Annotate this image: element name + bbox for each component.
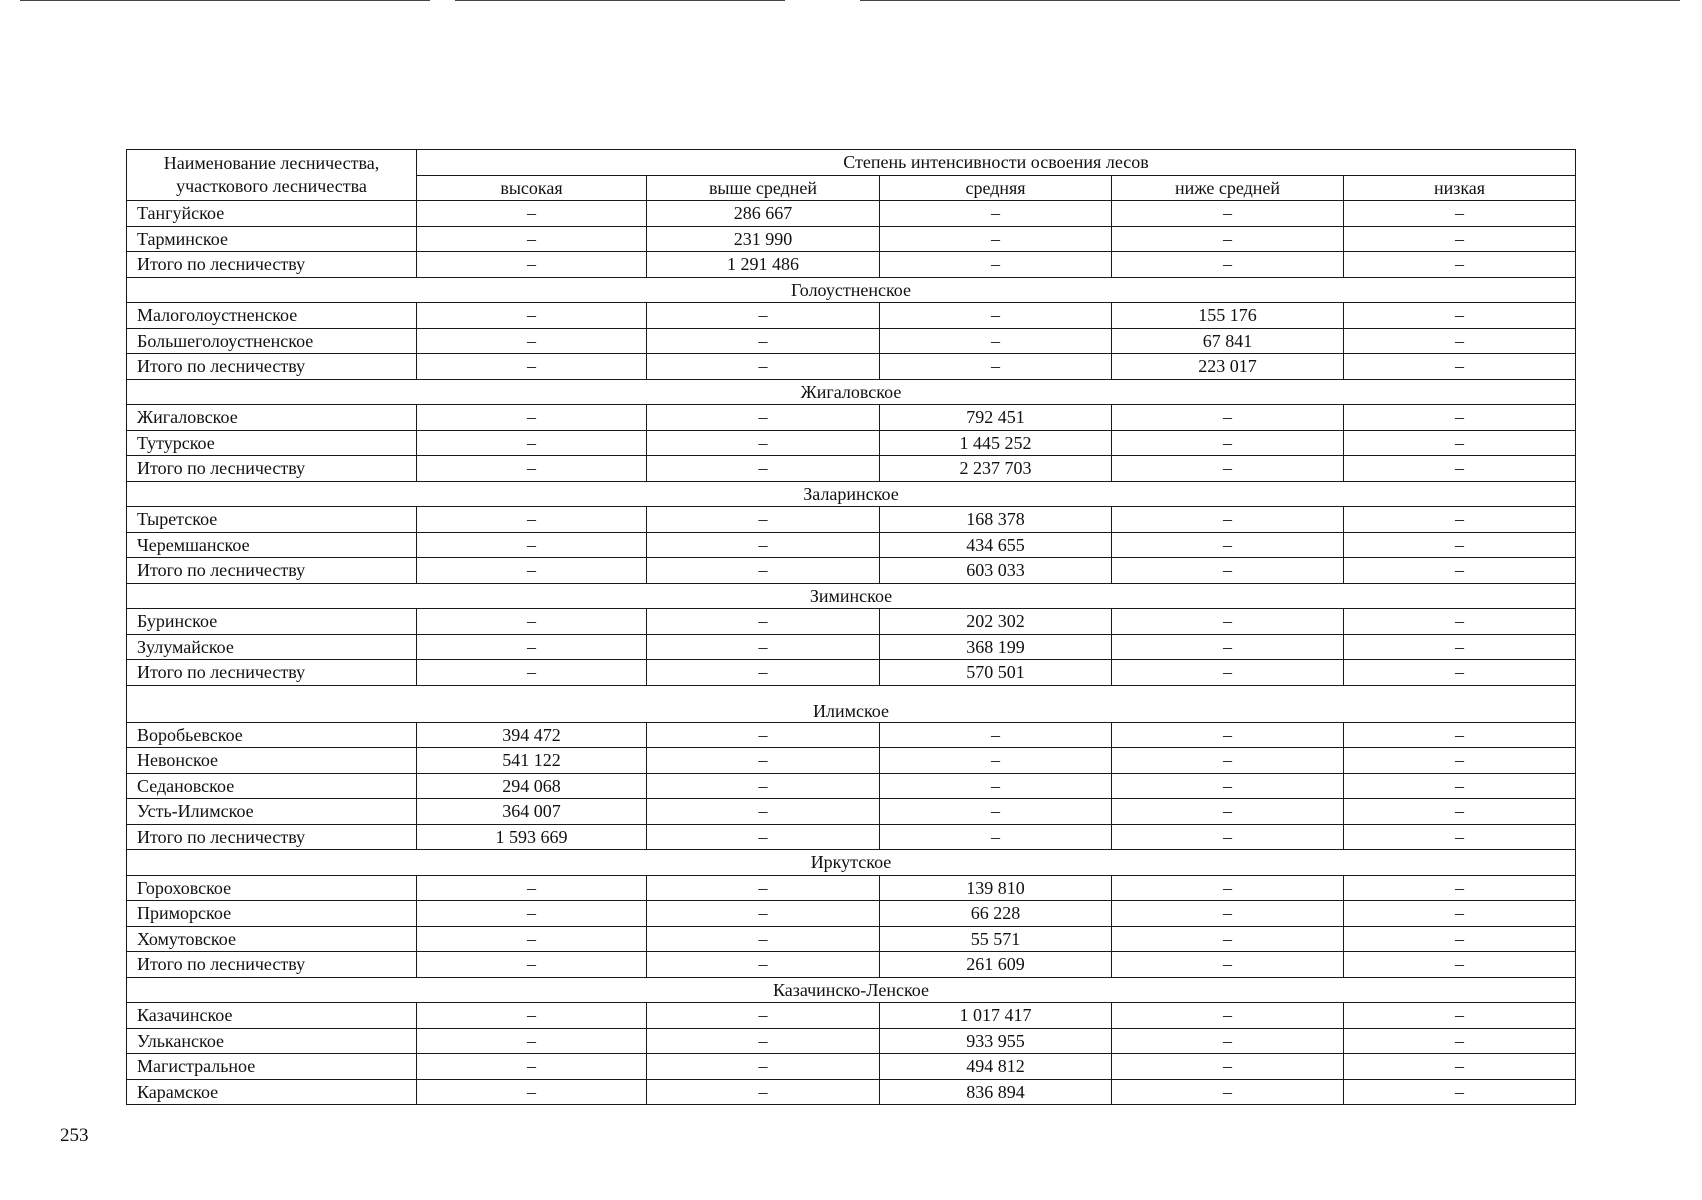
row-value: – (1344, 773, 1576, 799)
row-name: Итого по лесничеству (127, 456, 417, 482)
row-name: Ульканское (127, 1028, 417, 1054)
row-name: Приморское (127, 901, 417, 927)
row-name: Итого по лесничеству (127, 824, 417, 850)
row-value: – (647, 1054, 880, 1080)
row-name: Невонское (127, 748, 417, 774)
row-value: 792 451 (880, 405, 1112, 431)
row-value: – (417, 660, 647, 686)
row-value: – (417, 226, 647, 252)
row-value: 202 302 (880, 609, 1112, 635)
row-name: Воробьевское (127, 722, 417, 748)
section-row (127, 977, 1576, 1003)
row-value: – (1112, 507, 1344, 533)
table-row (127, 609, 1576, 635)
row-value: 294 068 (417, 773, 647, 799)
row-value: – (417, 634, 647, 660)
row-name: Итого по лесничеству (127, 354, 417, 380)
row-value: – (880, 722, 1112, 748)
row-value: – (417, 252, 647, 278)
row-value: – (1344, 634, 1576, 660)
row-value: 368 199 (880, 634, 1112, 660)
row-value: 1 593 669 (417, 824, 647, 850)
row-value: – (647, 609, 880, 635)
row-value: – (1112, 252, 1344, 278)
row-name: Итого по лесничеству (127, 252, 417, 278)
row-value: – (880, 328, 1112, 354)
row-value: – (1112, 226, 1344, 252)
header-column-above-average: выше средней (647, 175, 880, 201)
section-row (127, 583, 1576, 609)
section-row (127, 685, 1576, 722)
row-value: – (1344, 354, 1576, 380)
row-name: Жигаловское (127, 405, 417, 431)
row-value: 55 571 (880, 926, 1112, 952)
row-value: – (647, 824, 880, 850)
row-value: – (417, 354, 647, 380)
row-value: 155 176 (1112, 303, 1344, 329)
row-value: – (1344, 328, 1576, 354)
row-value: – (1344, 558, 1576, 584)
row-value: 168 378 (880, 507, 1112, 533)
row-value: – (647, 1079, 880, 1105)
row-name: Итого по лесничеству (127, 952, 417, 978)
row-value: – (417, 1003, 647, 1029)
row-value: – (1344, 303, 1576, 329)
row-value: 434 655 (880, 532, 1112, 558)
row-value: – (1112, 722, 1344, 748)
table-row (127, 405, 1576, 431)
row-value: – (647, 799, 880, 825)
row-value: – (647, 952, 880, 978)
row-value: – (1344, 1028, 1576, 1054)
row-value: – (647, 875, 880, 901)
table-row (127, 901, 1576, 927)
table-row (127, 1079, 1576, 1105)
table-row (127, 328, 1576, 354)
row-value: – (880, 748, 1112, 774)
table-row (127, 773, 1576, 799)
table-row (127, 722, 1576, 748)
row-value: – (1344, 1079, 1576, 1105)
row-value: 1 445 252 (880, 430, 1112, 456)
page-number: 253 (60, 1125, 89, 1146)
row-value: 603 033 (880, 558, 1112, 584)
row-name: Тарминское (127, 226, 417, 252)
row-name: Итого по лесничеству (127, 558, 417, 584)
row-value: 261 609 (880, 952, 1112, 978)
header-column-average: средняя (880, 175, 1112, 201)
row-name: Седановское (127, 773, 417, 799)
table-row (127, 532, 1576, 558)
row-value: – (1344, 405, 1576, 431)
row-value: – (417, 430, 647, 456)
row-value: – (1112, 430, 1344, 456)
row-value: – (647, 722, 880, 748)
row-value: 541 122 (417, 748, 647, 774)
table-row (127, 875, 1576, 901)
row-value: – (880, 226, 1112, 252)
table-row (127, 430, 1576, 456)
row-value: – (1112, 1079, 1344, 1105)
section-title: Казачинско-Ленское (127, 977, 1576, 1003)
table-row (127, 558, 1576, 584)
section-title: Жигаловское (127, 379, 1576, 405)
row-value: 231 990 (647, 226, 880, 252)
row-value: – (417, 1028, 647, 1054)
row-value: – (417, 1054, 647, 1080)
scan-edge-line (20, 0, 430, 1)
scan-edge-line (860, 0, 1680, 1)
row-value: – (1112, 405, 1344, 431)
row-value: – (1112, 634, 1344, 660)
row-value: 223 017 (1112, 354, 1344, 380)
row-value: – (1112, 1003, 1344, 1029)
section-row (127, 277, 1576, 303)
row-value: 67 841 (1112, 328, 1344, 354)
table-row (127, 1003, 1576, 1029)
section-title: Илимское (127, 685, 1576, 722)
row-name: Буринское (127, 609, 417, 635)
table-row (127, 456, 1576, 482)
row-name: Большеголоустненское (127, 328, 417, 354)
table-row (127, 226, 1576, 252)
row-value: – (417, 328, 647, 354)
row-name: Усть-Илимское (127, 799, 417, 825)
table-row (127, 824, 1576, 850)
row-name: Магистральное (127, 1054, 417, 1080)
row-value: – (647, 405, 880, 431)
header-column-below-average: ниже средней (1112, 175, 1344, 201)
row-value: – (1344, 926, 1576, 952)
row-value: – (1112, 660, 1344, 686)
row-value: – (1344, 456, 1576, 482)
row-name: Казачинское (127, 1003, 417, 1029)
row-value: – (1112, 748, 1344, 774)
row-name: Тутурское (127, 430, 417, 456)
table-row (127, 303, 1576, 329)
table-row (127, 926, 1576, 952)
header-group-label: Степень интенсивности освоения лесов (417, 150, 1576, 176)
row-value: – (1344, 226, 1576, 252)
row-value: 2 237 703 (880, 456, 1112, 482)
table-row (127, 1028, 1576, 1054)
section-title: Зиминское (127, 583, 1576, 609)
row-value: – (880, 799, 1112, 825)
table-body (127, 201, 1576, 1105)
section-row (127, 850, 1576, 876)
row-value: – (1344, 609, 1576, 635)
header-column-low: низкая (1344, 175, 1576, 201)
row-value: – (417, 456, 647, 482)
row-value: 1 291 486 (647, 252, 880, 278)
row-value: – (417, 405, 647, 431)
row-name: Гороховское (127, 875, 417, 901)
row-value: – (417, 532, 647, 558)
row-value: – (417, 609, 647, 635)
row-value: – (647, 303, 880, 329)
table-row (127, 1054, 1576, 1080)
row-value: – (880, 303, 1112, 329)
row-value: 1 017 417 (880, 1003, 1112, 1029)
row-value: – (1112, 558, 1344, 584)
row-value: – (1344, 252, 1576, 278)
row-value: – (417, 558, 647, 584)
row-value: 394 472 (417, 722, 647, 748)
row-value: – (647, 1003, 880, 1029)
section-row (127, 379, 1576, 405)
row-value: – (1112, 1054, 1344, 1080)
row-value: – (880, 201, 1112, 227)
row-value: – (1344, 952, 1576, 978)
header-column-high: высокая (417, 175, 647, 201)
row-value: – (647, 354, 880, 380)
row-name: Тангуйское (127, 201, 417, 227)
row-value: – (1344, 660, 1576, 686)
row-value: – (1344, 1054, 1576, 1080)
row-value: 570 501 (880, 660, 1112, 686)
row-value: – (1344, 1003, 1576, 1029)
table-row (127, 354, 1576, 380)
header-name-column: Наименование лесничества, участкового лесничества (127, 150, 417, 201)
row-value: 139 810 (880, 875, 1112, 901)
row-value: – (1112, 532, 1344, 558)
row-value: – (1112, 824, 1344, 850)
row-value: 836 894 (880, 1079, 1112, 1105)
table-header (127, 150, 1576, 201)
row-value: – (1112, 875, 1344, 901)
row-value: – (1112, 1028, 1344, 1054)
section-title: Голоустненское (127, 277, 1576, 303)
row-value: – (1344, 824, 1576, 850)
row-value: – (1344, 507, 1576, 533)
section-title: Заларинское (127, 481, 1576, 507)
table-row (127, 799, 1576, 825)
row-value: – (1112, 901, 1344, 927)
row-value: – (1344, 799, 1576, 825)
row-value: – (880, 354, 1112, 380)
row-value: – (417, 303, 647, 329)
scan-edge-line (455, 0, 785, 1)
row-value: – (1112, 201, 1344, 227)
row-value: – (1112, 926, 1344, 952)
row-value: – (647, 532, 880, 558)
row-value: – (647, 1028, 880, 1054)
table-row (127, 252, 1576, 278)
section-row (127, 481, 1576, 507)
row-value: – (647, 634, 880, 660)
row-value: – (880, 773, 1112, 799)
table-row (127, 660, 1576, 686)
row-value: 66 228 (880, 901, 1112, 927)
table-row (127, 201, 1576, 227)
row-value: – (1112, 456, 1344, 482)
row-name: Зулумайское (127, 634, 417, 660)
row-value: – (417, 875, 647, 901)
row-value: – (647, 748, 880, 774)
table-row (127, 952, 1576, 978)
row-value: – (880, 824, 1112, 850)
row-value: – (1344, 201, 1576, 227)
table-row (127, 634, 1576, 660)
row-name: Итого по лесничеству (127, 660, 417, 686)
row-value: – (1344, 901, 1576, 927)
row-value: – (1112, 952, 1344, 978)
row-value: – (1344, 875, 1576, 901)
row-value: – (417, 1079, 647, 1105)
row-value: – (1344, 748, 1576, 774)
row-value: – (880, 252, 1112, 278)
row-value: 933 955 (880, 1028, 1112, 1054)
row-value: 364 007 (417, 799, 647, 825)
row-value: – (647, 901, 880, 927)
row-value: – (417, 926, 647, 952)
row-value: 286 667 (647, 201, 880, 227)
row-value: – (1344, 430, 1576, 456)
row-value: – (1112, 799, 1344, 825)
forest-intensity-table (126, 149, 1576, 1105)
row-value: – (417, 201, 647, 227)
row-value: – (647, 926, 880, 952)
row-value: – (647, 430, 880, 456)
row-value: – (1112, 609, 1344, 635)
row-value: – (417, 901, 647, 927)
row-value: – (417, 952, 647, 978)
section-title: Иркутское (127, 850, 1576, 876)
table-row (127, 748, 1576, 774)
row-name: Тыретское (127, 507, 417, 533)
row-value: – (1344, 722, 1576, 748)
table-row (127, 507, 1576, 533)
row-value: – (1112, 773, 1344, 799)
row-value: – (647, 328, 880, 354)
row-value: – (647, 660, 880, 686)
row-value: – (647, 456, 880, 482)
row-value: – (647, 558, 880, 584)
row-name: Малоголоустненское (127, 303, 417, 329)
row-value: – (647, 773, 880, 799)
row-name: Карамское (127, 1079, 417, 1105)
row-value: – (647, 507, 880, 533)
row-value: – (1344, 532, 1576, 558)
row-name: Хомутовское (127, 926, 417, 952)
row-value: – (417, 507, 647, 533)
row-value: 494 812 (880, 1054, 1112, 1080)
row-name: Черемшанское (127, 532, 417, 558)
